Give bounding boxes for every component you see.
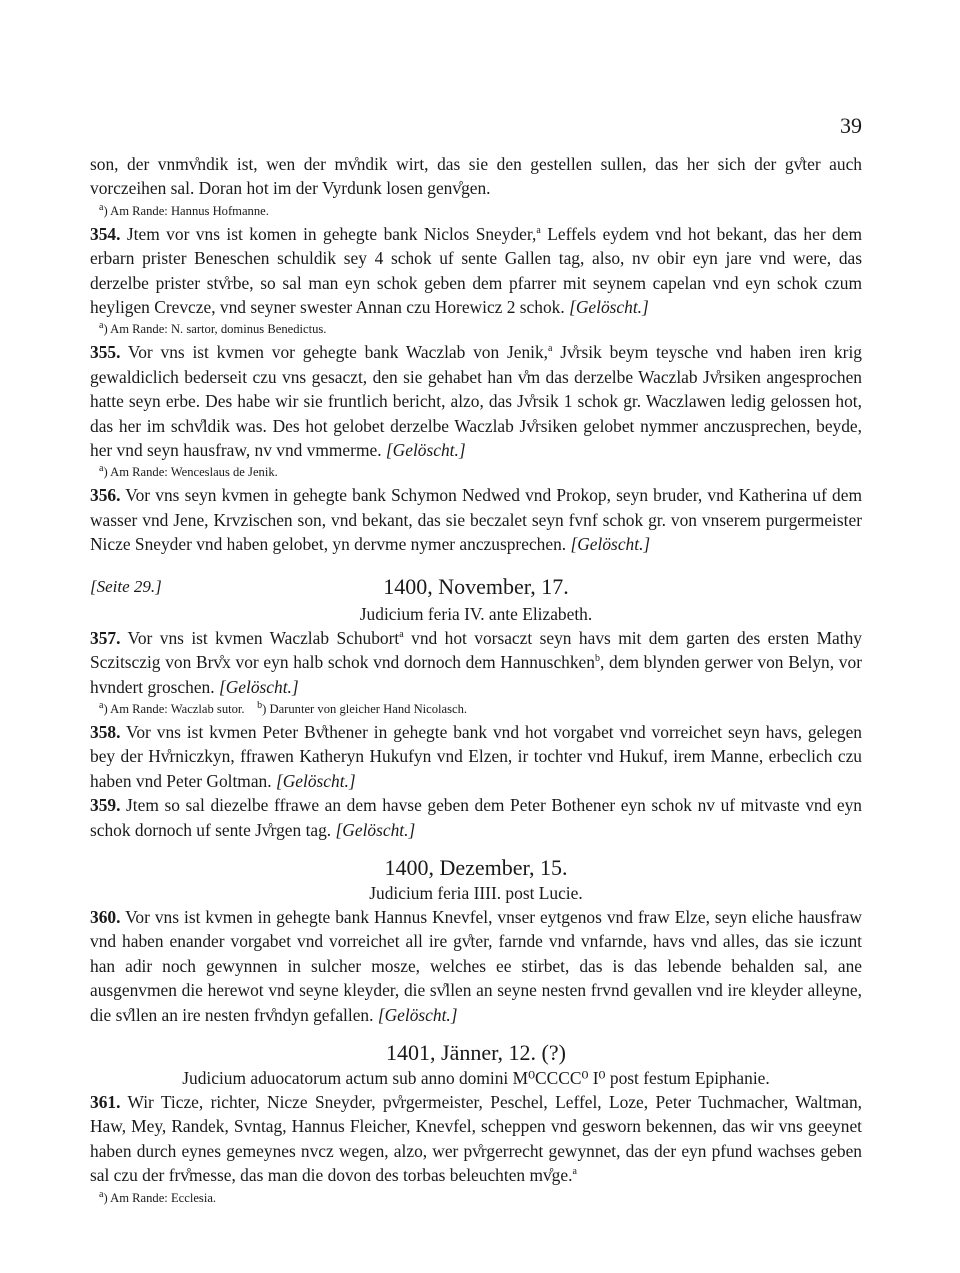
- entry-355: [90, 340, 862, 462]
- footnote-marker: a: [99, 699, 104, 711]
- deleted-mark: [Gelöscht.]: [335, 819, 416, 840]
- footnote-marker: a: [99, 1188, 104, 1200]
- entry-text: Jtem so sal diezelbe ffrawe an dem havse geben dem Peter Bothener eyn schok nv uf mitvaste vnd eyn schok dornoch uf sente Jv̊rgen tag.: [90, 795, 862, 840]
- footnote: [99, 319, 862, 340]
- section-date: 1400, November, 17.: [383, 573, 569, 599]
- entry-number: 361.: [90, 1091, 121, 1112]
- entry-text: Jv̊rsik beym teysche vnd haben iren krig gewaldiclich bederseit czu vns gesaczt, den sie gehabet han v̊m das derzelbe Waczlab Jv̊rsiken angesprochen hatte seyn erbe. Des habe wir sie fruntlich bericht, alzo, das Jv̊rsik 1 schok gr. Waczlawen ledig gelossen hot, das her im schv̊ldik was. Des hot gelobet derzelbe Waczlab Jv̊rsiken gelobet nymmer anczusprechen, beyde, her vnd seyn hausfraw, nv vnd vmmerme.: [90, 342, 862, 461]
- entry-358: [90, 720, 862, 793]
- page-reference: [Seite 29.]: [90, 576, 162, 596]
- footnote-text: ) Darunter von gleicher Hand Nicolasch.: [262, 701, 468, 716]
- entry-354: [90, 222, 862, 320]
- footnote-ref: b: [594, 653, 600, 665]
- entry-text: , dem blynden gerwer von Belyn, vor hvndert groschen.: [90, 652, 862, 697]
- page-number: 39: [840, 113, 862, 138]
- footnote-marker: a: [99, 201, 104, 213]
- footnote-text: ) Am Rande: N. sartor, dominus Benedictus.: [103, 322, 327, 337]
- footnote: [99, 699, 862, 720]
- entry-text: Vor vns ist kvmen in gehegte bank Hannus Knevfel, vnser eytgenos vnd fraw Elze, seyn eliche hausfraw vnd haben enander vorgabet vnd vorreichet all ire gv̊ter, farnde vnd vnfarnde, havs vnd alles, das sie iczunt han adir noch gewynnen in sulcher mosze, welches ee stirbet, das is das lebende behalden sal, ane ausgenvmen die herewot vnd seyne kleyder, die sv̊llen an seyne nesten frvnd gevallen vnd ire kleyder alleyne, die sv̊llen an ire nesten frv̊ndyn gefallen.: [90, 906, 862, 1025]
- footnote-marker: a: [99, 463, 104, 475]
- deleted-mark: [Gelöscht.]: [570, 534, 651, 555]
- entry-number: 354.: [90, 223, 121, 244]
- footnote-ref: a: [399, 628, 404, 640]
- footnote-text: ) Am Rande: Wenceslaus de Jenik.: [103, 465, 278, 480]
- entry-text: Wir Ticze, richter, Nicze Sneyder, pv̊rgermeister, Peschel, Leffel, Loze, Peter Tuchmacher, Waltman, Haw, Mey, Randek, Svntag, Hannus Fleicher, Knevfel, scheppen vnd gesworn bekennen, das wir vns geeynet haben durch eynes gemeynes nvcz wegen, alzo, wer pv̊rgerrecht gewynnet, das der eyn pfund wachses geben sal czu der frv̊messe, das man die dovon des torbas beleuchten mv̊ge.: [90, 1091, 862, 1186]
- entry-text: Leffels eydem vnd hot bekant, das her dem erbarn prister Beneschen schuldik sey 4 schok uf sente Gallen tag, also, nv obir eyn jare vnd were, das derzelbe prister stv̊rbe, so sal man eyn schok geben dem pfarrer mit seynem capelan vnd eyn schok czum heyligen Crevcze, vnd seyner swester Annan czu Horewicz 2 schok.: [90, 223, 862, 318]
- section-subtitle: Judicium feria IV. ante Elizabeth.: [359, 603, 593, 624]
- entry-359: [90, 793, 862, 842]
- entry-357: [90, 626, 862, 699]
- footnote: [99, 201, 862, 222]
- entry-text: Jtem vor vns ist komen in gehegte bank Niclos Sneyder,: [120, 223, 537, 244]
- continuation-paragraph: son, der vnmv̊ndik ist, wen der mv̊ndik wirt, das sie den gestellen sullen, das her sich der gv̊ter auch vorczeihen sal. Doran hot im der Vyrdunk losen genv̊gen.: [90, 154, 862, 199]
- deleted-mark: [Gelöscht.]: [385, 440, 466, 461]
- entry-text: vnd hot vorsaczt seyn havs mit dem garten des ersten Mathy Sczitsczig von Brv̊x vor eyn halb schok vnd dornoch dem Hannuschken: [90, 627, 862, 673]
- footnote-marker: b: [257, 699, 263, 711]
- entry-361: [90, 1090, 862, 1188]
- section-date: 1400, Dezember, 15.: [384, 854, 568, 880]
- entry-356: [90, 483, 862, 556]
- entry-number: 357.: [90, 627, 121, 648]
- footnote-ref: a: [572, 1166, 577, 1178]
- entry-text: Vor vns seyn kvmen in gehegte bank Schymon Nedwed vnd Prokop, seyn bruder, vnd Katherina uf dem wasser vnd Jene, Krvzischen son, vnd bekant, das sie beczalet seyn fvnf schok gr. von vnserem purgermeister Nicze Sneyder vnd haben gelobet, yn dervme nymer anczusprechen.: [90, 485, 862, 555]
- section-header: [90, 567, 862, 603]
- entry-number: 359.: [90, 795, 121, 816]
- entry-number: 355.: [90, 342, 121, 363]
- entry-text: Vor vns ist kvmen vor gehegte bank Waczlab von Jenik,: [120, 342, 549, 363]
- section-subtitle: Judicium aduocatorum actum sub anno domini M⁰CCCC⁰ I⁰ post festum Epiphanie.: [182, 1067, 770, 1088]
- footnote-marker: a: [99, 320, 104, 332]
- footnote: [99, 462, 862, 483]
- entry-number: 358.: [90, 721, 121, 742]
- entry-number: 356.: [90, 485, 121, 506]
- deleted-mark: [Gelöscht.]: [377, 1004, 458, 1025]
- entry-360: [90, 905, 862, 1027]
- entry-text: Vor vns ist kvmen Peter Bv̊thener in gehegte bank vnd hot vorgabet vnd vorreichet seyn havs, gelegen bey der Hv̊rniczkyn, ffrawen Katheryn Hukufyn vnd Elzen, ir tochter vnd Hukuf, irem Manne, erbeclich czu haben vnd Peter Goltman.: [90, 721, 862, 791]
- page-content: [90, 152, 862, 1209]
- section-date: 1401, Jänner, 12. (?): [386, 1039, 566, 1065]
- deleted-mark: [Gelöscht.]: [218, 676, 299, 697]
- footnote: [99, 1188, 862, 1209]
- deleted-mark: [Gelöscht.]: [275, 770, 356, 791]
- footnote-text: ) Am Rande: Hannus Hofmanne.: [103, 203, 269, 218]
- entry-number: 360.: [90, 906, 121, 927]
- footnote-ref: a: [548, 343, 553, 355]
- footnote-text: ) Am Rande: Waczlab sutor.: [103, 701, 245, 716]
- footnote-text: ) Am Rande: Ecclesia.: [103, 1190, 217, 1205]
- footnote-ref: a: [536, 225, 541, 237]
- section-subtitle: Judicium feria IIII. post Lucie.: [369, 882, 583, 903]
- entry-text: Vor vns ist kvmen Waczlab Schubort: [120, 627, 400, 648]
- deleted-mark: [Gelöscht.]: [569, 297, 649, 318]
